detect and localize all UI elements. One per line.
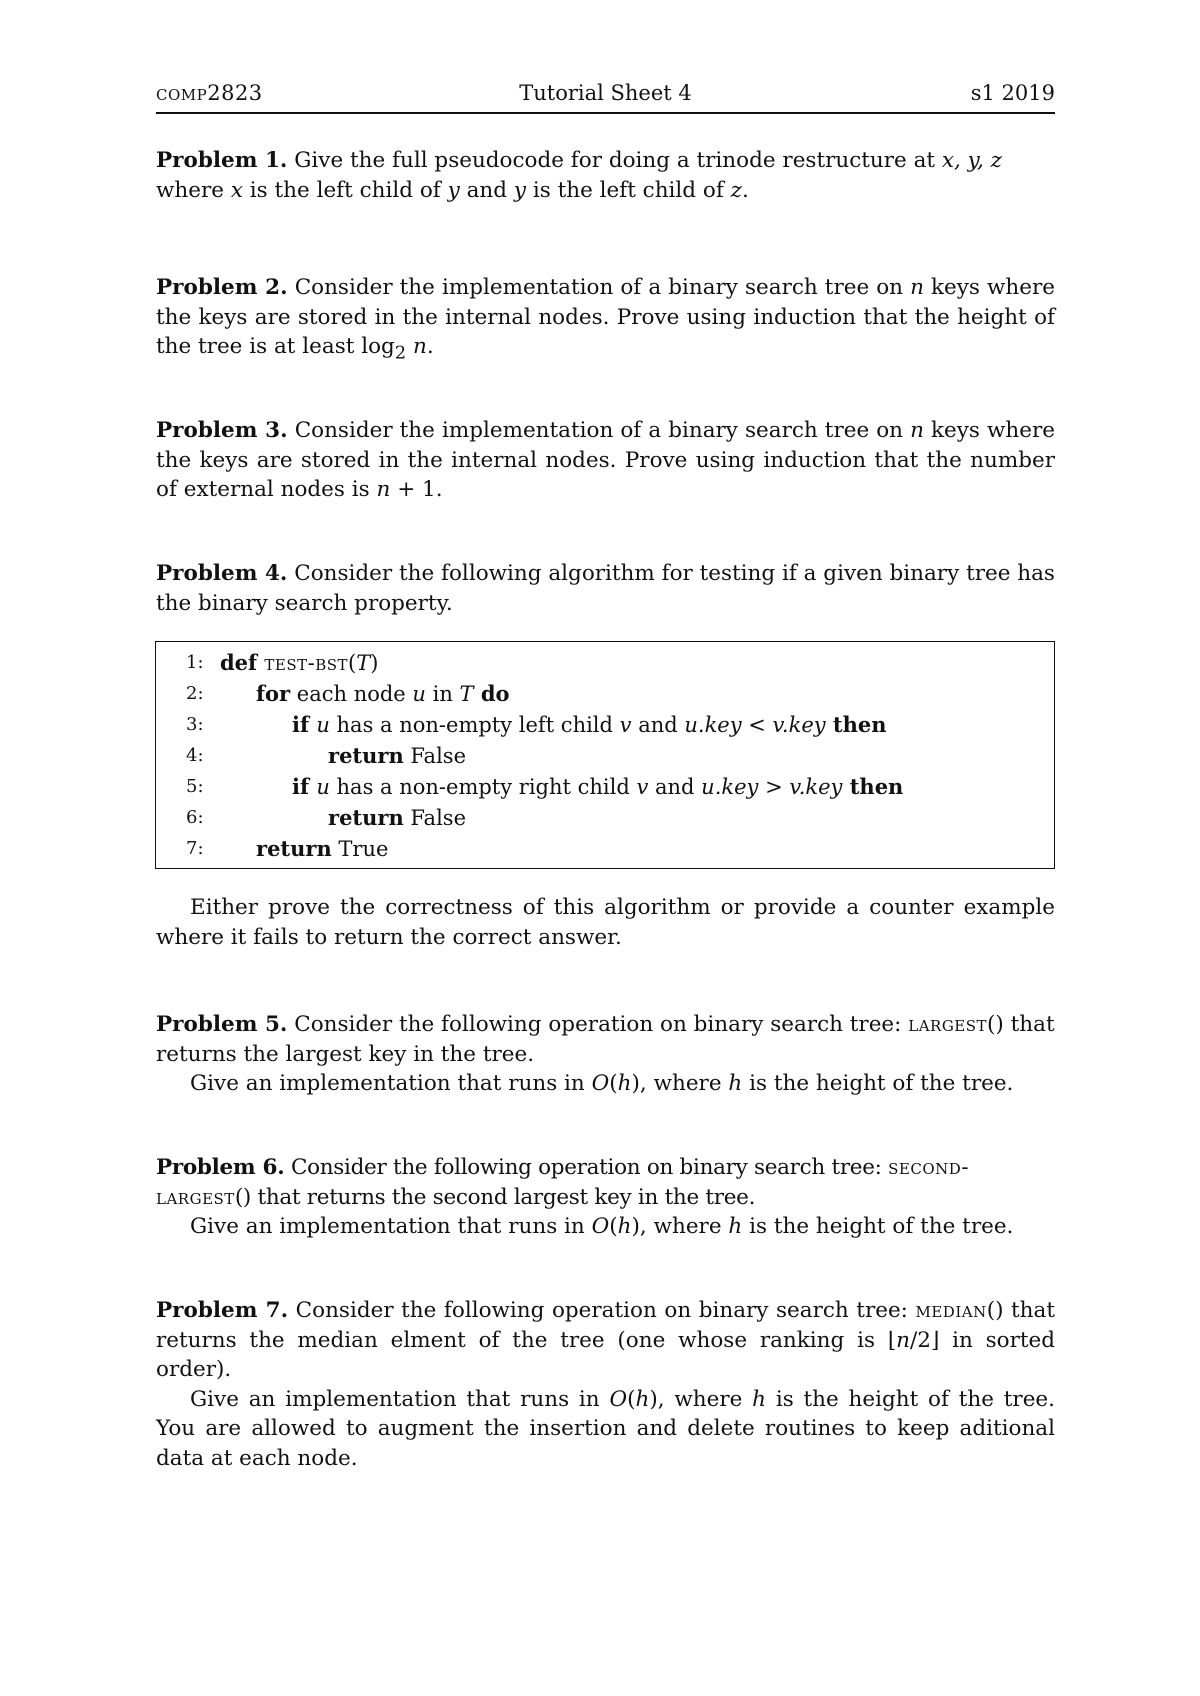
problem-1 — [156, 146, 1055, 205]
problem-2-text: Problem 2. Consider the implementation of a binary search tree on n keys where the keys are stored in the internal nodes. Prove using induction that the height of the tree is at least $\log_2 n$. — [156, 275, 1055, 364]
algorithm-box: 1: def test-bst(T) 2: for each node u in T do 3: if u has a non-empty left child v and u.key < v.key then 4: return False 5: if u has a non-empty right child v and u.key > v.key then 6: return False 7: return True — [155, 641, 1055, 869]
problem-6-text: Problem 6. Consider the following operation on binary search tree: second-largest() that returns the second largest key in the tree. — [156, 1155, 970, 1210]
problem-5-title: Problem 5. — [156, 1012, 288, 1037]
course-code: comp2823 — [156, 81, 263, 105]
problem-4-title: Problem 4. — [156, 561, 288, 586]
operation-name: second-largest — [156, 1155, 970, 1210]
problem-5-task: Give an implementation that runs in O(h), where h is the height of the tree. — [190, 1071, 1014, 1096]
problem-1-text: Problem 1. Give the full pseudocode for doing a trinode restructure at x, y, z where x is the left child of y and y is the left child of z. — [156, 148, 1002, 203]
problem-1-title: Problem 1. — [156, 148, 288, 173]
problem-6-task: Give an implementation that runs in O(h), where h is the height of the tree. — [190, 1214, 1014, 1239]
problem-4-intro: Problem 4. Consider the following algorithm for testing if a given binary tree has the binary search property. — [156, 561, 1055, 616]
problem-3 — [156, 416, 1055, 505]
problem-2-title: Problem 2. — [156, 275, 288, 300]
problem-3-title: Problem 3. — [156, 418, 288, 443]
running-header — [156, 78, 1055, 114]
problem-5 — [156, 1010, 1055, 1099]
problem-6-title: Problem 6. — [156, 1155, 285, 1180]
problem-7 — [156, 1296, 1055, 1473]
problem-4-outro: Either prove the correctness of this algorithm or provide a counter example where it fails to return the correct answer. — [156, 895, 1055, 950]
operation-name: median — [915, 1298, 987, 1323]
problem-2 — [156, 273, 1055, 368]
problem-5-text: Problem 5. Consider the following operation on binary search tree: largest() that returns the largest key in the tree. — [156, 1012, 1055, 1067]
problem-7-text: Problem 7. Consider the following operation on binary search tree: median() that returns the median elment of the tree (one whose ranking is ⌊n/2⌋ in sorted order). — [156, 1298, 1055, 1382]
sheet-title: Tutorial Sheet 4 — [519, 81, 692, 105]
problem-3-text: Problem 3. Consider the implementation of a binary search tree on n keys where the keys are stored in the internal nodes. Prove using induction that the number of external nodes is n + 1. — [156, 418, 1055, 502]
problem-7-title: Problem 7. — [156, 1298, 289, 1323]
problem-7-task: Give an implementation that runs in O(h), where h is the height of the tree. You are allowed to augment the insertion and delete routines to keep aditional data at each node. — [156, 1386, 1055, 1471]
operation-name: largest — [908, 1012, 988, 1037]
term-label: s1 2019 — [970, 81, 1055, 105]
problem-4 — [156, 559, 1055, 618]
procedure-name: test-bst — [264, 651, 349, 675]
problem-6 — [156, 1153, 1055, 1242]
